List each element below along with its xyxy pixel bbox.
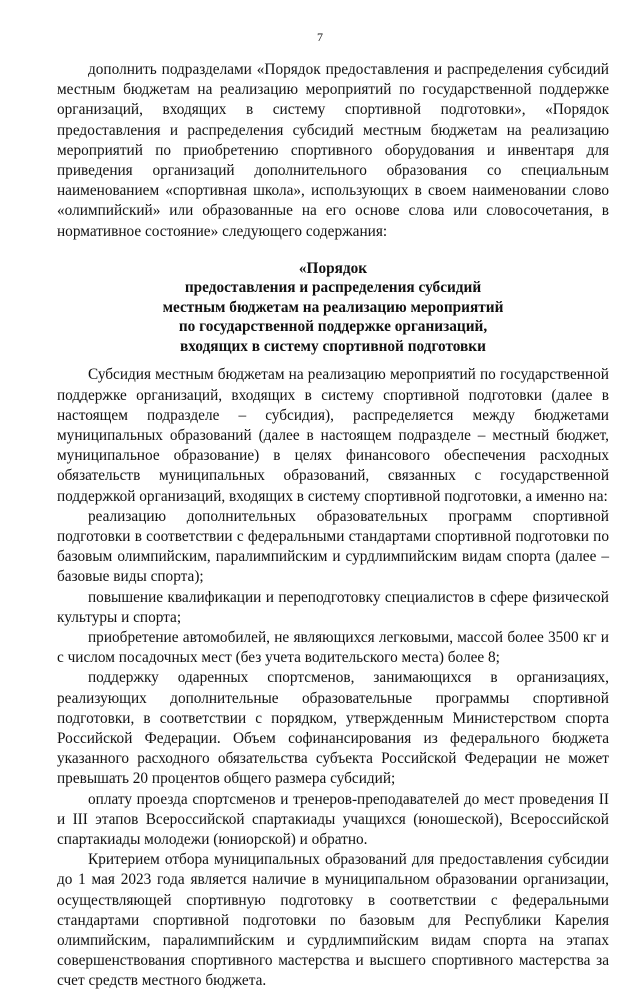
page-number: 7 <box>317 30 323 44</box>
body-paragraph: Субсидия местным бюджетам на реализацию мероприятий по государственной поддержке организаций, входящих в систему спортивной подготовки (далее в настоящем подразделе – субсидия), распределяется между бюджетами муниципальных образований (далее в настоящем подразделе – местный бюджет, муниципальное образование) в целях финансового обеспечения расходных обязательств муниципальных образований, связанных с государственной поддержкой организаций, входящих в систему спортивной подготовки, а именно на: <box>57 366 609 505</box>
body-paragraph: повышение квалификации и переподготовку специалистов в сфере физической культуры и спорта; <box>57 588 609 626</box>
section-title-line: предоставления и распределения субсидий <box>184 279 482 297</box>
body-paragraph: Критерием отбора муниципальных образований для предоставления субсидии до 1 мая 2023 года является наличие в муниципальном образовании организации, осуществляющей спортивную подготовку в соответствии с федеральными стандартами спортивной подготовки по базовым для Республики Карелия олимпийским, паралимпийским и сурдлимпийским видам спорта на этапах совершенствования спортивного мастерства и высшего спортивного мастерства за счет средств местного бюджета. <box>57 851 609 990</box>
section-title-line: местным бюджетам на реализацию мероприятий <box>162 298 504 316</box>
section-title <box>57 259 609 357</box>
intro-paragraph: дополнить подразделами «Порядок предоставления и распределения субсидий местным бюджетам на реализацию мероприятий по государственной поддержке организаций, входящих в систему спортивной подготовки», «Порядок предоставления и распределения субсидий местным бюджетам на реализацию мероприятий по приобретению спортивного оборудования и инвентаря для приведения организаций дополнительного образования со специальным наименованием «спортивная школа», использующих в своем наименовании слово «олимпийский» или образованные на его основе слова или словосочетания, в нормативное состояние» следующего содержания: <box>57 61 609 240</box>
body-paragraph: оплату проезда спортсменов и тренеров-преподавателей до мест проведения II и III этапов Всероссийской спартакиады учащихся (юношеской), Всероссийской спартакиады молодежи (юниорской) и обратно. <box>57 790 609 848</box>
body-paragraph: поддержку одаренных спортсменов, занимающихся в организациях, реализующих дополнительные образовательные программы спортивной подготовки, в соответствии с порядком, утвержденным Министерством спорта Российской Федерации. Объем софинансирования из федерального бюджета указанного расходного обязательства субъекта Российской Федерации не может превышать 20 процентов общего размера субсидий; <box>57 669 609 788</box>
body-paragraph: реализацию дополнительных образовательных программ спортивной подготовки в соответствии с федеральными стандартами спортивной подготовки по базовым олимпийским, паралимпийским и сурдлимпийским видам спорта (далее – базовые виды спорта); <box>57 507 609 586</box>
document-body <box>57 60 609 992</box>
section-title-line: входящих в систему спортивной подготовки <box>180 337 486 355</box>
section-title-line: по государственной поддержке организаций, <box>178 318 488 336</box>
section-title-line: «Порядок <box>298 259 368 277</box>
body-paragraph: приобретение автомобилей, не являющихся легковыми, массой более 3500 кг и с числом посадочных мест (без учета водительского места) более 8; <box>57 628 609 667</box>
